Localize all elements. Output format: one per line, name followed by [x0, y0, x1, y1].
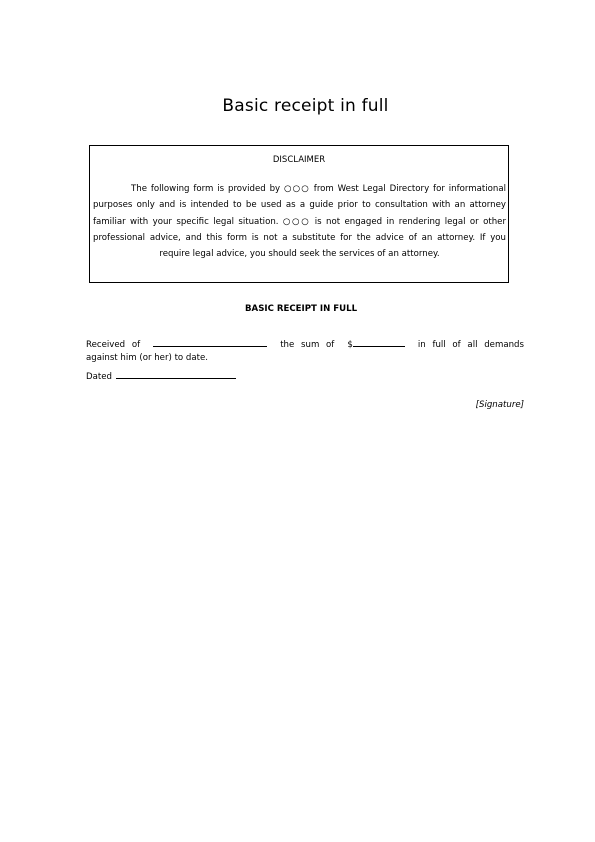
received-of-label: Received of [86, 340, 141, 350]
sum-of-label: the sum of [280, 340, 335, 350]
disclaimer-text: The following form is provided by ○○○ from West Legal Directory for informational purposes only and is intended to be used as a guide prior to consultation with an attorney familiar with your specific legal situation. ○○○ is not engaged in rendering legal or other professional advice, and this form is not a substitute for the advice of an attorney. If you require legal advice, you should seek the services of an attorney. [93, 184, 506, 260]
disclaimer-heading: DISCLAIMER [272, 155, 326, 165]
dated-label: Dated [86, 372, 112, 382]
amount-field[interactable] [353, 337, 405, 347]
amount-group [347, 337, 404, 350]
payer-name-field[interactable] [153, 337, 267, 347]
receipt-line-1 [86, 337, 524, 350]
currency-symbol: $ [347, 340, 353, 350]
in-full-label: in full of all demands [417, 340, 524, 350]
document-title: Basic receipt in full [222, 96, 389, 116]
section-heading: BASIC RECEIPT IN FULL [245, 304, 358, 314]
disclaimer-body [93, 181, 506, 262]
date-field[interactable] [116, 369, 236, 379]
receipt-line-3 [86, 369, 236, 382]
receipt-line-2: against him (or her) to date. [86, 353, 209, 363]
signature-placeholder: [Signature] [475, 400, 524, 410]
disclaimer-box [89, 145, 509, 283]
